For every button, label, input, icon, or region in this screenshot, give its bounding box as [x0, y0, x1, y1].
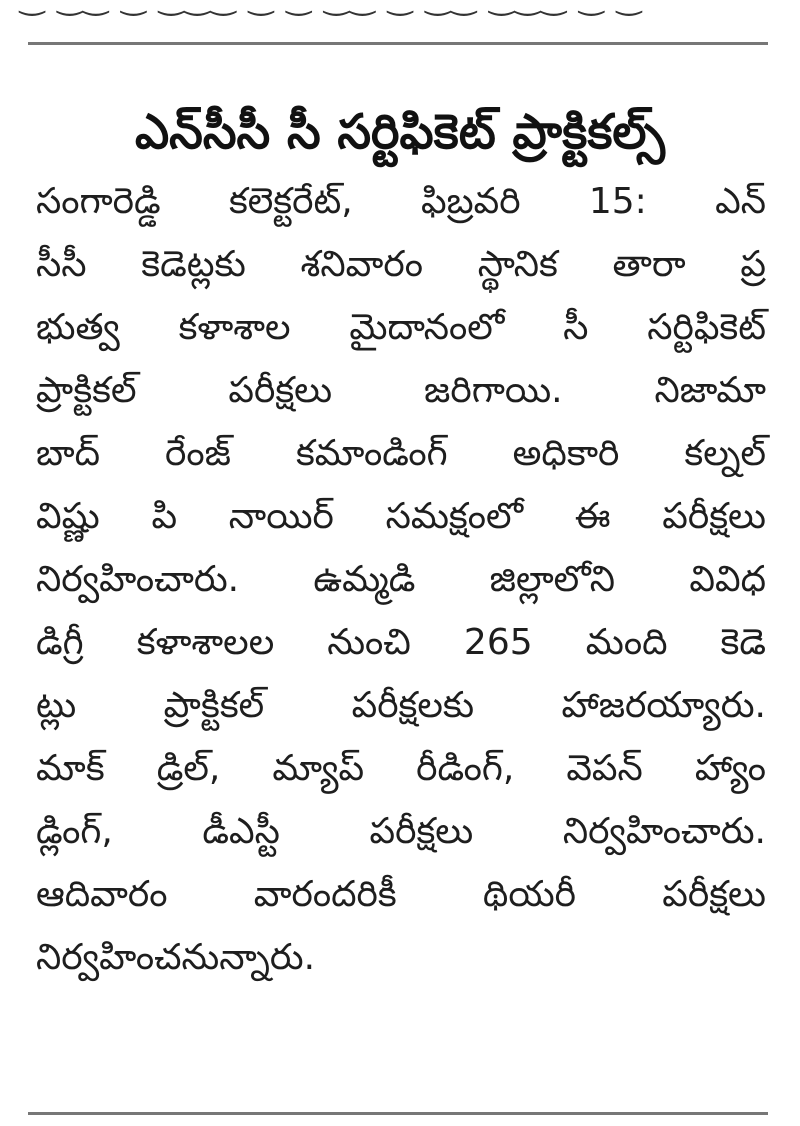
- article-body: [36, 170, 766, 989]
- article-line: బాద్ రేంజ్ కమాండింగ్ అధికారి కల్నల్: [36, 433, 766, 474]
- article-headline: ఎన్‌సీసీ సీ సర్టిఫికెట్ ప్రాక్టికల్స్: [135, 104, 665, 161]
- cut-off-previous-text: [20, 0, 770, 14]
- article-line: ప్రాక్టికల్ పరీక్షలు జరిగాయి. నిజామా: [36, 370, 766, 411]
- article-line: విష్ణు పి నాయిర్ సమక్షంలో ఈ పరీక్షలు: [36, 496, 766, 537]
- article-line: నిర్వహించనున్నారు.: [36, 937, 316, 978]
- bottom-divider: [28, 1112, 768, 1115]
- cut-off-glyph-fragment: [20, 0, 643, 17]
- article-line: భుత్వ కళాశాల మైదానంలో సీ సర్టిఫికెట్: [36, 307, 766, 348]
- article-line: ట్లు ప్రాక్టికల్ పరీక్షలకు హాజరయ్యారు.: [36, 685, 766, 726]
- article-line: సంగారెడ్డి కలెక్టరేట్, ఫిబ్రవరి 15: ఎన్: [36, 181, 766, 222]
- article-line: ఆదివారం వారందరికీ థియరీ పరీక్షలు: [36, 874, 766, 915]
- article-line: నిర్వహించారు. ఉమ్మడి జిల్లాలోని వివిధ: [36, 559, 766, 600]
- article-line: డ్లింగ్, డీఎస్టీ పరీక్షలు నిర్వహించారు.: [36, 811, 766, 852]
- article-line: డిగ్రీ కళాశాలల నుంచి 265 మంది కెడె: [36, 622, 766, 663]
- article-line: సీసీ కెడెట్లకు శనివారం స్థానిక తారా ప్ర: [36, 244, 766, 285]
- top-divider: [28, 42, 768, 45]
- article-line: మాక్ డ్రిల్, మ్యాప్ రీడింగ్, వెపన్ హ్యాం: [36, 748, 766, 789]
